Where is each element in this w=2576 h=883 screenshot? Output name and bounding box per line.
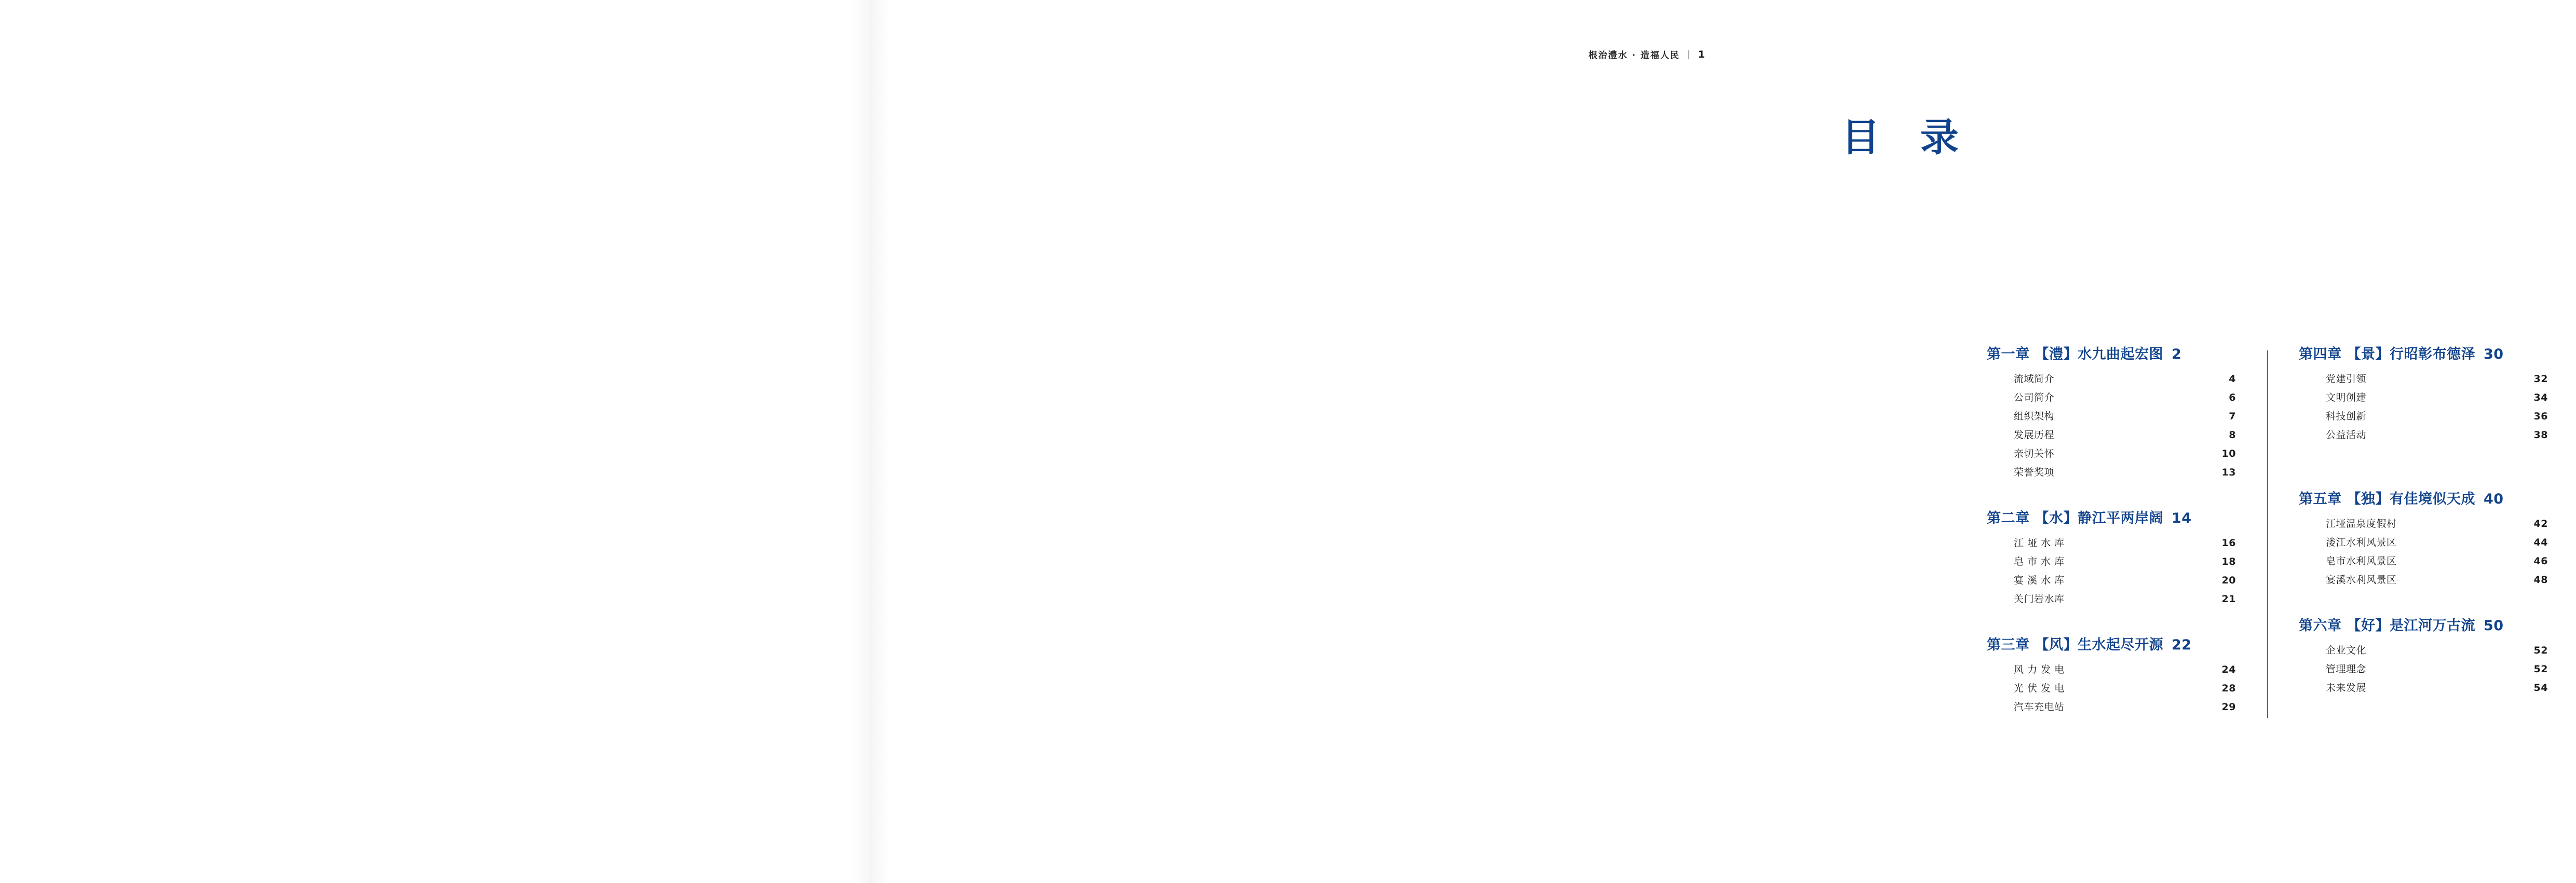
entry-label: 企业文化 (2326, 645, 2367, 656)
entry-page: 4 (2229, 373, 2236, 385)
chapter-block (2299, 343, 2548, 440)
entry-label: 皂市水利风景区 (2326, 555, 2397, 567)
entry-page: 18 (2221, 556, 2236, 567)
chapter-page: 22 (2172, 637, 2192, 653)
entry-page: 7 (2229, 411, 2236, 422)
entry-label: 荣誉奖项 (2014, 467, 2055, 478)
entry-page: 48 (2533, 574, 2548, 586)
list-item[interactable] (2299, 393, 2548, 403)
chapter-block (2299, 614, 2548, 693)
entry-page: 29 (2221, 701, 2236, 713)
list-item[interactable] (1987, 374, 2236, 384)
entry-page: 8 (2229, 429, 2236, 441)
chapter-page: 40 (2484, 491, 2504, 507)
chapter-name: 【独】有佳境似天成 (2347, 491, 2475, 507)
entry-label: 皂 市 水 库 (2014, 556, 2065, 567)
list-item[interactable] (2299, 575, 2548, 585)
chapter-page: 30 (2484, 346, 2504, 362)
entry-label: 宴溪水利风景区 (2326, 574, 2397, 586)
entry-label: 党建引领 (2326, 373, 2367, 385)
entry-page: 10 (2221, 448, 2236, 459)
entry-page: 38 (2533, 429, 2548, 441)
list-item[interactable] (1987, 538, 2236, 548)
chapter-heading[interactable] (1987, 343, 2236, 363)
entry-page: 13 (2221, 467, 2236, 478)
entry-page: 52 (2533, 645, 2548, 656)
list-item[interactable] (1987, 557, 2236, 567)
entry-label: 科技创新 (2326, 411, 2367, 422)
entry-label: 关门岩水库 (2014, 593, 2065, 605)
list-item[interactable] (1987, 684, 2236, 694)
entry-page: 16 (2221, 537, 2236, 549)
list-item[interactable] (2299, 646, 2548, 656)
entry-label: 公益活动 (2326, 429, 2367, 441)
page-left-blank (0, 0, 871, 883)
running-header-separator: | (1687, 49, 1691, 60)
entry-label: 汽车充电站 (2014, 701, 2065, 713)
list-item[interactable] (1987, 576, 2236, 586)
entry-label: 风 力 发 电 (2014, 664, 2065, 675)
chapter-heading[interactable] (2299, 614, 2548, 634)
entry-page: 42 (2533, 518, 2548, 529)
list-item[interactable] (2299, 430, 2548, 440)
chapter-heading[interactable] (1987, 633, 2236, 654)
chapter-number: 第五章 (2299, 491, 2342, 507)
entry-label: 公司简介 (2014, 392, 2055, 403)
entry-page: 52 (2533, 663, 2548, 675)
list-item[interactable] (1987, 393, 2236, 403)
entry-label: 江 垭 水 库 (2014, 537, 2065, 549)
entry-label: 文明创建 (2326, 392, 2367, 403)
list-item[interactable] (2299, 556, 2548, 566)
chapter-number: 第二章 (1987, 510, 2030, 526)
entry-page: 36 (2533, 411, 2548, 422)
chapter-page: 14 (2172, 510, 2192, 526)
entry-page: 6 (2229, 392, 2236, 403)
entry-label: 溇江水利风景区 (2326, 537, 2397, 548)
running-header-title: 根治澧水 · 造福人民 (1588, 50, 1680, 61)
list-item[interactable] (2299, 664, 2548, 674)
chapter-name: 【好】是江河万古流 (2347, 618, 2475, 634)
chapter-number: 第一章 (1987, 346, 2030, 362)
chapter-name: 【景】行昭彰布德泽 (2347, 346, 2475, 362)
page-title: 目 录 (1841, 115, 1972, 160)
entry-label: 发展历程 (2014, 429, 2055, 441)
list-item[interactable] (1987, 468, 2236, 478)
entry-label: 亲切关怀 (2014, 448, 2055, 459)
chapter-block (1987, 507, 2236, 604)
list-item[interactable] (1987, 412, 2236, 422)
chapter-page: 50 (2484, 618, 2504, 634)
chapter-name: 【水】静江平两岸阔 (2035, 510, 2163, 526)
entry-label: 管理理念 (2326, 663, 2367, 675)
page-right-contents (871, 0, 2548, 883)
chapter-name: 【澧】水九曲起宏图 (2035, 346, 2163, 362)
chapter-name: 【风】生水起尽开源 (2035, 637, 2163, 653)
list-item[interactable] (2299, 683, 2548, 693)
entry-page: 24 (2221, 664, 2236, 675)
entry-label: 宴 溪 水 库 (2014, 575, 2065, 586)
toc-column-right (2268, 343, 2548, 722)
running-header-page-number: 1 (1698, 48, 1705, 60)
entry-label: 流域简介 (2014, 373, 2055, 385)
entry-page: 34 (2533, 392, 2548, 403)
chapter-block (1987, 633, 2236, 712)
entry-page: 20 (2221, 575, 2236, 586)
entry-page: 28 (2221, 683, 2236, 694)
chapter-heading[interactable] (2299, 487, 2548, 508)
list-item[interactable] (1987, 594, 2236, 604)
entry-label: 光 伏 发 电 (2014, 683, 2065, 694)
entry-page: 54 (2533, 682, 2548, 694)
table-of-contents (1987, 343, 2576, 722)
list-item[interactable] (2299, 538, 2548, 548)
chapter-number: 第三章 (1987, 637, 2030, 653)
list-item[interactable] (1987, 702, 2236, 712)
list-item[interactable] (2299, 412, 2548, 422)
running-header (1589, 48, 1705, 61)
entry-page: 44 (2533, 537, 2548, 548)
chapter-heading[interactable] (1987, 507, 2236, 527)
list-item[interactable] (1987, 430, 2236, 440)
chapter-page: 2 (2172, 346, 2182, 362)
toc-column-left (1987, 343, 2267, 712)
entry-label: 江垭温泉度假村 (2326, 518, 2397, 529)
chapter-heading[interactable] (2299, 343, 2548, 363)
list-item[interactable] (2299, 374, 2548, 384)
entry-page: 21 (2221, 593, 2236, 605)
chapter-block (1987, 343, 2236, 478)
entry-page: 46 (2533, 555, 2548, 567)
list-item[interactable] (2299, 519, 2548, 529)
entry-label: 组织架构 (2014, 411, 2055, 422)
entry-label: 未来发展 (2326, 682, 2367, 694)
chapter-number: 第六章 (2299, 618, 2342, 634)
chapter-block (2299, 487, 2548, 585)
chapter-number: 第四章 (2299, 346, 2342, 362)
list-item[interactable] (1987, 449, 2236, 459)
entry-page: 32 (2533, 373, 2548, 385)
list-item[interactable] (1987, 665, 2236, 675)
